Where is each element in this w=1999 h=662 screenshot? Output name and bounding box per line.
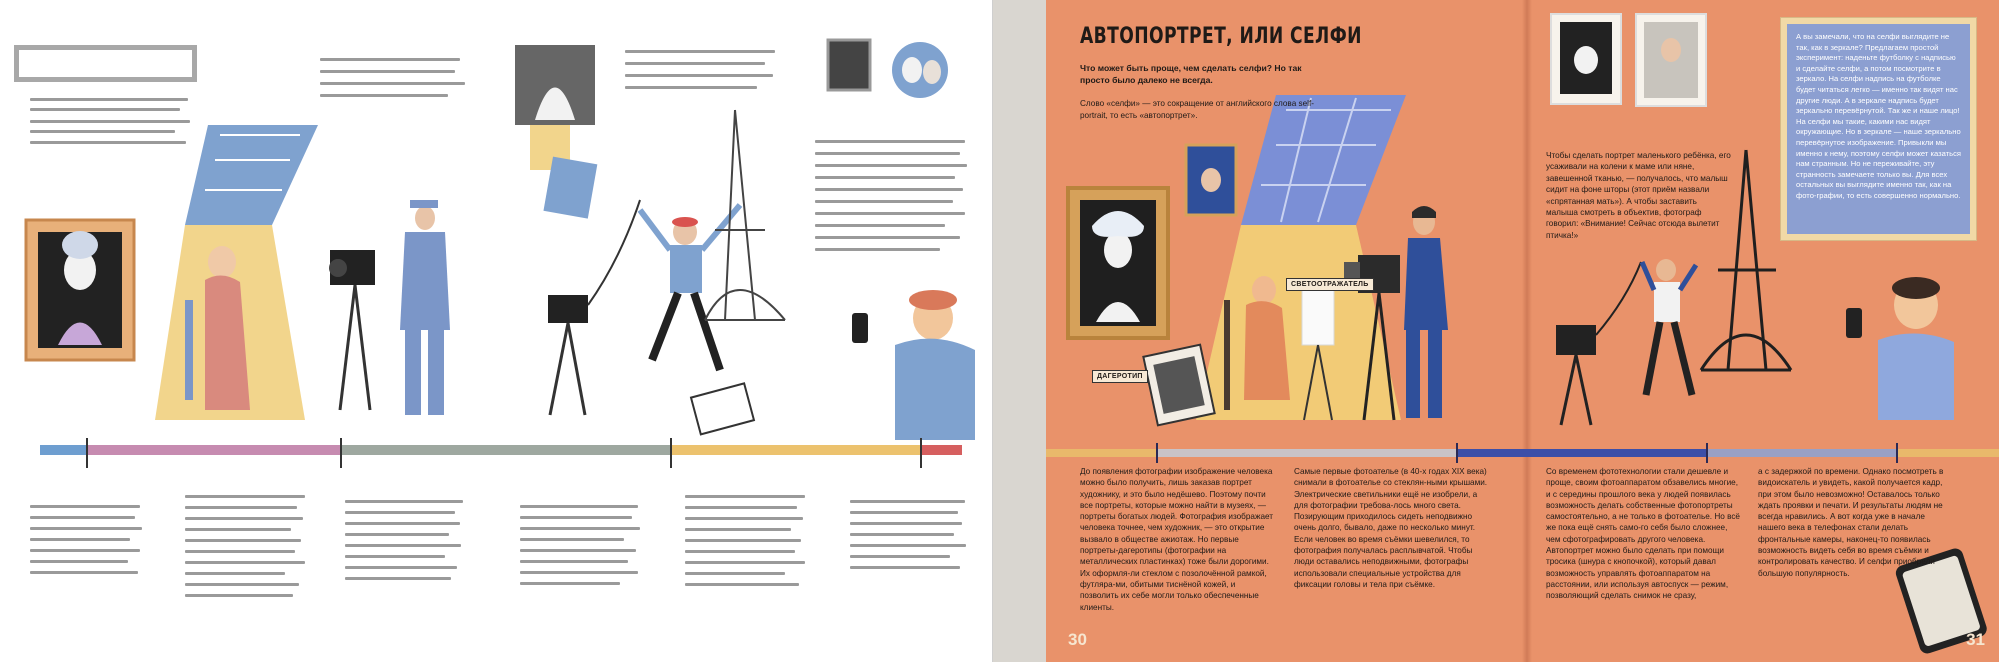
column-3: Со временем фототехнологии стали дешевле и проще, своим фотоаппаратом обзавелись многие, и с середины прошлого века у людей появилась возможность делать собственные фотопортреты самостоятельно, а не только в фотоателье. Но всё же пока ещё снять само-го себя было сложнее, чем сфотографировать другого человека. Автопортрет можно было сделать при помощи тросика (шнура с кнопочкой), который давал возможность управлять фотоаппаратом на расстоянии, или используя автоспуск — режим, позволяющий сделать снимок не сразу,	[1546, 467, 1740, 601]
column-4: а с задержкой по времени. Однако посмотреть в видоискатель и увидеть, какой получается кадр, при этом было невозможно! Оставалось только ждать проявки и печати. И результаты людям не всегда нравились. А вот когда уже в начале нашего века в телефонах стали делать фронтальные камеры, наконец-то появилась возможность видеть себя во время съёмки и контролировать качество. И селфи приобрели большую популярность.	[1758, 467, 1944, 578]
hidden-mother-note: Чтобы сделать портрет маленького ребёнка, его усаживали на колени к маме или няне, завешенной тканью, — получалось, что малыш сидит на фоне шторы (этот приём назвали «спрятанная мать»). А чтобы заставить малыша смотреть в объектив, фотограф говорил: «Внимание! Сейчас отсюда вылетит птичка!»	[1546, 151, 1731, 240]
page-number-right: 31	[1966, 630, 1985, 649]
page-title: АВТОПОРТРЕТ, ИЛИ СЕЛФИ	[1080, 24, 1362, 49]
column-2: Самые первые фотоателье (в 40-х годах XIX века) снимали в фотоателье со стеклян-ными крышами. Электрические светильники ещё не изобрели, а для фотографии требова-лось много света. Позирующим приходилось сидеть неподвижно очень долго, бывало, даже по несколько минут. Если человек во время съёмки шевелился, то фотография получалась расплывчатой. Чтобы люди оставались неподвижными, фотографы использовали специальные устройства для фиксации головы и тела при съёмке.	[1294, 467, 1488, 589]
column-1: До появления фотографии изображение человека можно было получить, лишь заказав портрет художнику, и это было недёшево. Поэтому почти все портреты, которые можно найти в музеях, — портреты богатых людей. Фотография изображает человека точнее, чем художник, — это открытие вызвало в обществе ажиотаж. Но первые портреты-дагеротипы (фотографии на металлических пластинках) тоже были дорогими. Их оформля-ли стеклом с позолочённой рамкой, футляра-ми, обитыми тиснёной кожей, и позволить их себе могли только обеспеченные клиенты.	[1080, 467, 1274, 612]
page-number-left: 30	[1068, 630, 1087, 649]
intro-text: Слово «селфи» — это сокращение от английского слова self-portrait, то есть «автопортрет».	[1080, 99, 1314, 120]
sketch-illustration	[0, 0, 993, 662]
printed-spread	[1046, 0, 1999, 662]
lead-text: Что может быть проще, чем сделать селфи? Но так просто было далеко не всегда.	[1080, 63, 1302, 85]
reflector-label: СВЕТООТРАЖАТЕЛЬ	[1286, 278, 1374, 291]
mirror-sidebar-text: А вы замечали, что на селфи выглядите не так, как в зеркале? Предлагаем простой эксперимент: наденьте футболку с надписью и сделайте селфи, а потом посмотрите в зеркало. На селфи надпись на футболке будет читаться легко — именно так видят нас другие люди. А в зеркале надпись будет зеркально перевёрнутой. Так же и наше лицо! На селфи мы такие, какими нас видят окружающие. Но в зеркале — наше зеркально перевёрнутое изображение. Привыкли мы именно к нему, поэтому селфи может казаться нам странным. Но не переживайте, эту странность замечаете только вы. Для всех остальных вы выглядите именно так, как на фото-графии, то есть совершенно нормально.	[1796, 32, 1961, 200]
daguerreotype-label: ДАГЕРОТИП	[1092, 370, 1148, 383]
mirror-sidebar	[1781, 18, 1976, 240]
sketch-spread	[0, 0, 993, 662]
